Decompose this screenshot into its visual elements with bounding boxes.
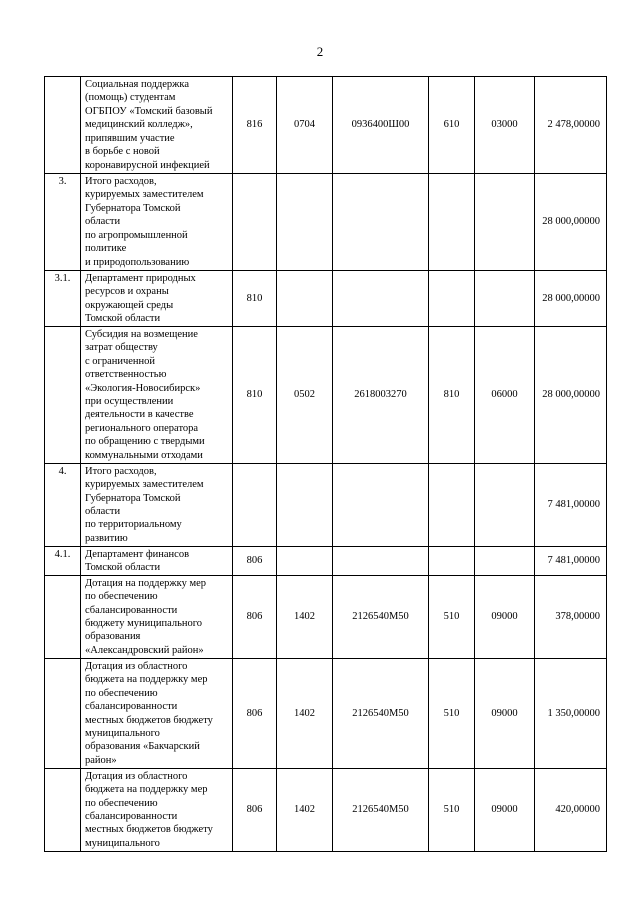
ministry-code: 806	[233, 659, 277, 769]
amount: 7 481,00000	[535, 547, 607, 576]
amount: 28 000,00000	[535, 327, 607, 464]
row-name: Итого расходов, курируемых заместителем Губернатора Томской области по территориальному развитию	[81, 464, 233, 547]
section-code: 0704	[277, 77, 333, 174]
amount: 7 481,00000	[535, 464, 607, 547]
row-number: 3.	[45, 174, 81, 271]
target-article	[333, 174, 429, 271]
target-article: 0936400Ш00	[333, 77, 429, 174]
table-row	[45, 271, 607, 327]
row-name: Дотация из областного бюджета на поддержку мер по обеспечению сбалансированности местных бюджетов бюджету муниципального образования «Бакчарский район»	[81, 659, 233, 769]
table-row	[45, 576, 607, 659]
section-code: 0502	[277, 327, 333, 464]
target-article	[333, 464, 429, 547]
code: 03000	[475, 77, 535, 174]
row-number: 4.	[45, 464, 81, 547]
section-code: 1402	[277, 576, 333, 659]
row-name: Департамент финансов Томской области	[81, 547, 233, 576]
ministry-code: 806	[233, 576, 277, 659]
section-code	[277, 464, 333, 547]
code: 09000	[475, 576, 535, 659]
table-row	[45, 769, 607, 852]
code: 09000	[475, 769, 535, 852]
section-code: 1402	[277, 769, 333, 852]
row-number	[45, 327, 81, 464]
table-row	[45, 77, 607, 174]
code	[475, 271, 535, 327]
target-article: 2126540М50	[333, 769, 429, 852]
budget-table	[44, 76, 607, 852]
amount: 28 000,00000	[535, 271, 607, 327]
section-code	[277, 174, 333, 271]
amount: 1 350,00000	[535, 659, 607, 769]
row-name: Итого расходов, курируемых заместителем Губернатора Томской области по агропромышленной политике и природопользованию	[81, 174, 233, 271]
target-article	[333, 547, 429, 576]
row-name: Департамент природных ресурсов и охраны окружающей среды Томской области	[81, 271, 233, 327]
code	[475, 464, 535, 547]
row-name: Дотация из областного бюджета на поддержку мер по обеспечению сбалансированности местных бюджетов бюджету муниципального	[81, 769, 233, 852]
expense-type: 510	[429, 576, 475, 659]
expense-type: 510	[429, 659, 475, 769]
row-number	[45, 769, 81, 852]
ministry-code: 806	[233, 547, 277, 576]
table-row	[45, 547, 607, 576]
target-article: 2126540М50	[333, 576, 429, 659]
ministry-code: 810	[233, 327, 277, 464]
code: 06000	[475, 327, 535, 464]
row-number	[45, 659, 81, 769]
row-number: 3.1.	[45, 271, 81, 327]
row-name: Дотация на поддержку мер по обеспечению сбалансированности бюджету муниципального образования «Александровский район»	[81, 576, 233, 659]
expense-type	[429, 271, 475, 327]
table-row	[45, 327, 607, 464]
section-code	[277, 271, 333, 327]
table-row	[45, 464, 607, 547]
page-number: 2	[316, 44, 324, 59]
expense-type	[429, 174, 475, 271]
section-code: 1402	[277, 659, 333, 769]
expense-type: 810	[429, 327, 475, 464]
row-number: 4.1.	[45, 547, 81, 576]
expense-type: 510	[429, 769, 475, 852]
amount: 420,00000	[535, 769, 607, 852]
expense-type	[429, 464, 475, 547]
target-article: 2126540М50	[333, 659, 429, 769]
target-article	[333, 271, 429, 327]
ministry-code	[233, 464, 277, 547]
expense-type	[429, 547, 475, 576]
row-number	[45, 576, 81, 659]
ministry-code: 810	[233, 271, 277, 327]
code: 09000	[475, 659, 535, 769]
target-article: 2618003270	[333, 327, 429, 464]
table-row	[45, 174, 607, 271]
code	[475, 547, 535, 576]
row-name: Социальная поддержка (помощь) студентам ОГБПОУ «Томский базовый медицинский колледж», припявшим участие в борьбе с новой коронавирусной инфекцией	[81, 77, 233, 174]
ministry-code: 806	[233, 769, 277, 852]
row-number	[45, 77, 81, 174]
expense-type: 610	[429, 77, 475, 174]
amount: 2 478,00000	[535, 77, 607, 174]
amount: 378,00000	[535, 576, 607, 659]
section-code	[277, 547, 333, 576]
row-name: Субсидия на возмещение затрат обществу с ограниченной ответственностью «Экология-Новосибирск» при осуществлении деятельности в качестве регионального оператора по обращению с твердыми коммунальными отходами	[81, 327, 233, 464]
ministry-code: 816	[233, 77, 277, 174]
table-row	[45, 659, 607, 769]
code	[475, 174, 535, 271]
ministry-code	[233, 174, 277, 271]
amount: 28 000,00000	[535, 174, 607, 271]
